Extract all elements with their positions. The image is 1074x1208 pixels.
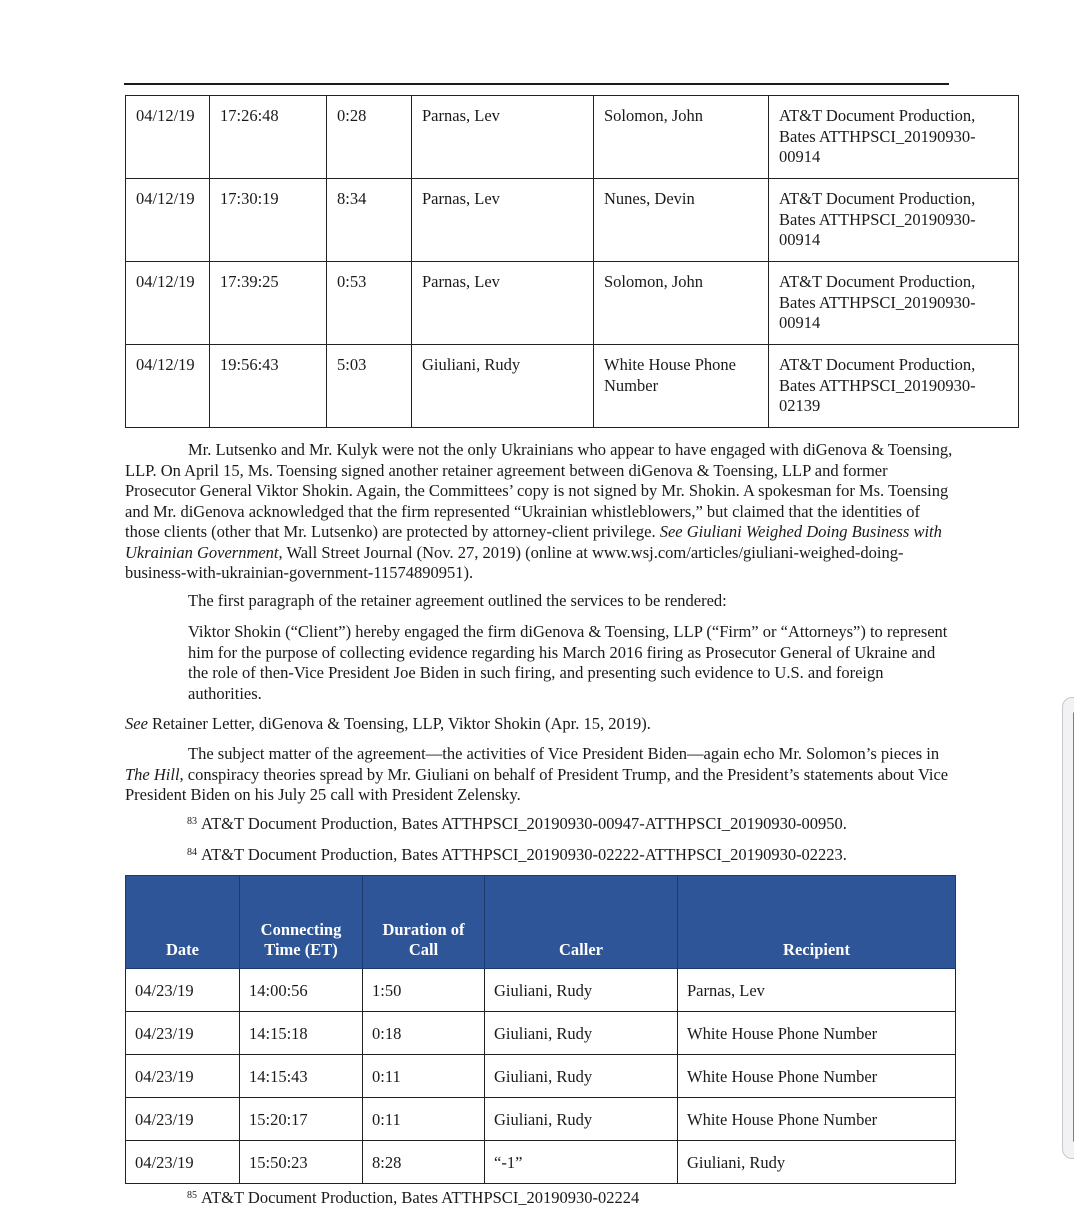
table-row [126,969,956,1012]
footnote-text: AT&T Document Production, Bates ATTHPSCI_20190930-02222-ATTHPSCI_20190930-02223. [201,845,847,864]
cell-time: 17:39:25 [210,262,327,345]
footnote-85 [187,1188,639,1208]
cell-recipient: Nunes, Devin [594,179,769,262]
cell-date: 04/23/19 [126,1098,240,1141]
cell-recipient: White House Phone Number [678,1098,956,1141]
cell-caller: Parnas, Lev [412,179,594,262]
cell-duration: 0:28 [327,96,412,179]
paragraph-text-cont: , conspiracy theories spread by Mr. Giuliani on behalf of President Trump, and the President’s statements about Vice President Biden on his July 25 call with President Zelensky. [125,764,949,804]
footnote-number: 85 [187,1190,197,1201]
cell-caller: Parnas, Lev [412,96,594,179]
cell-source: AT&T Document Production, Bates ATTHPSCI_20190930-00914 [769,262,1019,345]
see-citation-text: Retainer Letter, diGenova & Toensing, LLP, Viktor Shokin (Apr. 15, 2019). [147,714,651,733]
column-header-caller: Caller [485,876,678,969]
cell-duration: 8:34 [327,179,412,262]
cell-source: AT&T Document Production, Bates ATTHPSCI_20190930-00914 [769,96,1019,179]
paragraph-first-paragraph-intro: The first paragraph of the retainer agreement outlined the services to be rendered: [188,591,727,610]
cell-date: 04/23/19 [126,1141,240,1184]
see-signal: See [125,714,148,733]
table-row [126,179,1019,262]
cell-date: 04/12/19 [126,345,210,428]
cell-duration: 5:03 [327,345,412,428]
paragraph-text: The subject matter of the agreement—the activities of Vice President Biden—again echo Mr. Solomon’s pieces in [188,744,940,763]
cell-source: AT&T Document Production, Bates ATTHPSCI_20190930-02139 [769,345,1019,428]
cell-recipient: White House Phone Number [678,1055,956,1098]
footnote-number: 84 [187,847,197,858]
footnote-number: 83 [187,816,197,827]
table-row [126,1098,956,1141]
footnote-text: AT&T Document Production, Bates ATTHPSCI_20190930-02224 [201,1188,640,1207]
cell-duration: 8:28 [363,1141,485,1184]
publication-italic: The Hill [125,764,180,784]
column-header-connecting-time: Connecting Time (ET) [240,876,363,969]
cell-duration: 0:11 [363,1098,485,1141]
cell-time: 14:15:18 [240,1012,363,1055]
table-row [126,262,1019,345]
cell-date: 04/12/19 [126,262,210,345]
cell-recipient: Solomon, John [594,262,769,345]
cell-date: 04/12/19 [126,179,210,262]
cell-recipient: White House Phone Number [678,1012,956,1055]
cell-time: 15:50:23 [240,1141,363,1184]
block-quote-retainer: Viktor Shokin (“Client”) hereby engaged the firm diGenova & Toensing, LLP (“Firm” or “Attorneys”) to represent him for the purpose of collecting evidence regarding his March 2016 firing as Prosecutor General of Ukraine and the role of then-Vice President Joe Biden in such firing, and presenting such evidence to U.S. and foreign authorities. [188,622,948,703]
cell-date: 04/12/19 [126,96,210,179]
footnote-83 [187,814,847,834]
call-log-table-april-12 [125,95,1019,428]
footnote-84 [187,845,847,865]
cell-date: 04/23/19 [126,1055,240,1098]
paragraph-text-cont: , Wall Street Journal (Nov. 27, 2019) (online at www.wsj.com/articles/giuliani-weighed-doing-business-with-ukrainian-government-11574890951). [125,542,904,582]
call-log-table-body [126,96,1019,428]
column-header-date: Date [126,876,240,969]
paragraph-text: Mr. Lutsenko and Mr. Kulyk were not the only Ukrainians who appear to have engaged with diGenova & Toensing, LLP. On April 15, Ms. Toensing signed another retainer agreement between diGenova & Toensing, LLP and former Prosecutor General Viktor Shokin. Again, the Committees’ copy is not signed by Mr. Shokin. A spokesman for Ms. Toensing and Mr. diGenova acknowledged that the firm represented “Ukrainian whistleblowers,” but claimed that the identities of those clients (other that Mr. Lutsenko) are protected by attorney-client privilege. [125,440,953,541]
column-header-duration: Duration of Call [363,876,485,969]
cell-recipient: Solomon, John [594,96,769,179]
cell-caller: Giuliani, Rudy [485,1055,678,1098]
side-scroll-tab[interactable] [1062,697,1074,1159]
table-row [126,1012,956,1055]
cell-source: AT&T Document Production, Bates ATTHPSCI_20190930-00914 [769,179,1019,262]
cell-time: 14:15:43 [240,1055,363,1098]
cell-caller: “-1” [485,1141,678,1184]
cell-caller: Giuliani, Rudy [485,969,678,1012]
cell-date: 04/23/19 [126,1012,240,1055]
cell-recipient: Parnas, Lev [678,969,956,1012]
column-header-recipient: Recipient [678,876,956,969]
table-row [126,96,1019,179]
header-rule [124,83,949,85]
table-row [126,1055,956,1098]
cell-duration: 0:11 [363,1055,485,1098]
cell-caller: Giuliani, Rudy [485,1098,678,1141]
cell-caller: Giuliani, Rudy [412,345,594,428]
cell-duration: 0:53 [327,262,412,345]
paragraph-see-retainer-letter [125,714,955,735]
cell-date: 04/23/19 [126,969,240,1012]
cell-time: 14:00:56 [240,969,363,1012]
cell-caller: Giuliani, Rudy [485,1012,678,1055]
cell-caller: Parnas, Lev [412,262,594,345]
paragraph-shokin-retainer [125,440,955,584]
cell-time: 15:20:17 [240,1098,363,1141]
cell-recipient: White House Phone Number [594,345,769,428]
table-row [126,345,1019,428]
citation-italic: See Giuliani Weighed Doing Business with Ukrainian Government [125,522,942,562]
table-header-row [126,876,956,969]
cell-recipient: Giuliani, Rudy [678,1141,956,1184]
cell-duration: 0:18 [363,1012,485,1055]
cell-time: 19:56:43 [210,345,327,428]
cell-time: 17:26:48 [210,96,327,179]
paragraph-subject-matter [125,744,955,806]
table-row [126,1141,956,1184]
call-log-table-body [126,969,956,1184]
cell-time: 17:30:19 [210,179,327,262]
call-log-table-april-23 [125,875,956,1184]
footnote-text: AT&T Document Production, Bates ATTHPSCI_20190930-00947-ATTHPSCI_20190930-00950. [201,814,847,833]
cell-duration: 1:50 [363,969,485,1012]
